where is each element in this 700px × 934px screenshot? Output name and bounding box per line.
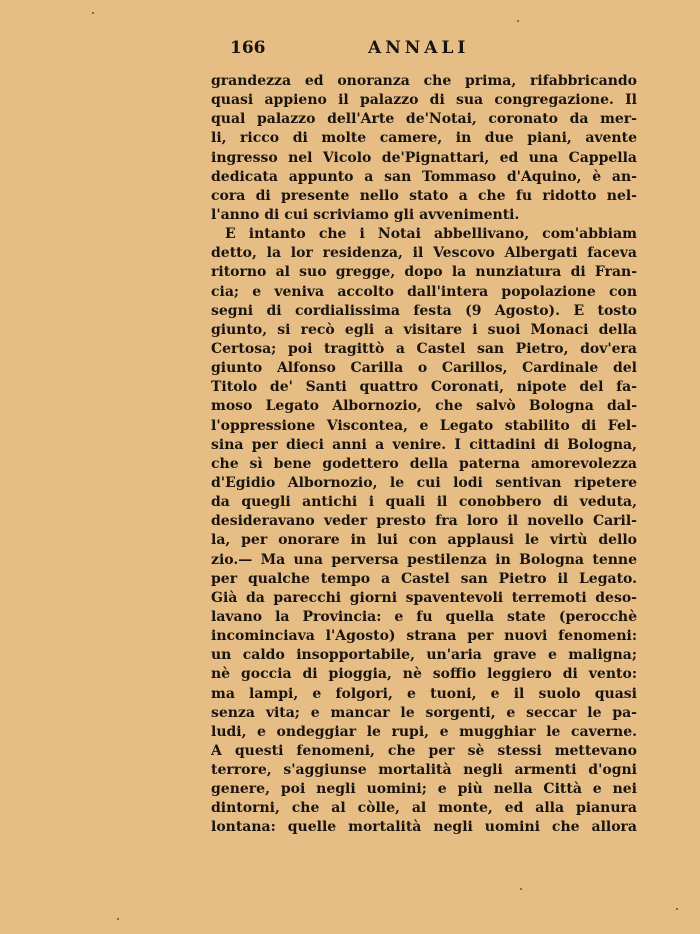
paper-speck <box>117 918 119 920</box>
text-line: l'oppressione Viscontea, e Legato stabilito di Fel- <box>211 417 637 434</box>
text-line: giunto, si recò egli a visitare i suoi Monaci della <box>211 321 637 338</box>
text-line: Già da parecchi giorni spaventevoli terremoti deso- <box>211 589 637 606</box>
text-line: nè goccia di pioggia, nè soffio leggiero di vento: <box>211 666 637 683</box>
paper-speck <box>520 888 522 890</box>
text-line: zio.— Ma una perversa pestilenza in Bologna tenne <box>211 551 637 568</box>
text-line: senza vita; e mancar le sorgenti, e seccar le pa- <box>211 704 637 721</box>
text-line: Certosa; poi tragittò a Castel san Pietro, dov'era <box>211 340 637 357</box>
text-line: ingresso nel Vicolo de'Pignattari, ed una Cappella <box>211 149 637 166</box>
text-line: lontana: quelle mortalità negli uomini che allora <box>211 819 637 836</box>
text-line: A questi fenomeni, che per sè stessi mettevano <box>211 742 637 759</box>
text-line: segni di cordialissima festa (9 Agosto). E tosto <box>211 302 637 319</box>
text-line: lavano la Provincia: e fu quella state (perocchè <box>211 608 637 625</box>
text-line: sina per dieci anni a venire. I cittadini di Bologna, <box>211 436 637 453</box>
text-line: da quegli antichi i quali il conobbero di veduta, <box>211 494 637 511</box>
page-number: 166 <box>230 38 266 58</box>
paragraph-start-line: E intanto che i Notai abbellivano, com'abbiam <box>225 226 637 243</box>
text-line: qual palazzo dell'Arte de'Notai, coronato da mer- <box>211 111 637 128</box>
text-line: grandezza ed onoranza che prima, rifabbricando <box>211 73 637 89</box>
text-line: detto, la lor residenza, il Vescovo Albergati faceva <box>211 245 637 262</box>
text-line: quasi appieno il palazzo di sua congregazione. Il <box>211 92 637 109</box>
text-line: ritorno al suo gregge, dopo la nunziatura di Fran- <box>211 264 637 281</box>
text-line: la, per onorare in lui con applausi le virtù dello <box>211 532 637 549</box>
text-line: dintorni, che al còlle, al monte, ed alla pianura <box>211 800 637 817</box>
text-line: dedicata appunto a san Tommaso d'Aquino, è an- <box>211 168 637 185</box>
text-line: un caldo insopportabile, un'aria grave e maligna; <box>211 647 637 664</box>
text-line: incominciava l'Agosto) strana per nuovi fenomeni: <box>211 628 637 645</box>
running-title: ANNALI <box>368 38 470 58</box>
text-line: Titolo de' Santi quattro Coronati, nipote del fa- <box>211 379 637 396</box>
text-line: terrore, s'aggiunse mortalità negli armenti d'ogni <box>211 762 637 779</box>
text-line: cia; e veniva accolto dall'intera popolazione con <box>211 283 637 300</box>
text-line: che sì bene godettero della paterna amorevolezza <box>211 455 637 472</box>
text-line: moso Legato Albornozio, che salvò Bologna dal- <box>211 398 637 415</box>
body-text <box>211 72 637 838</box>
text-line: cora di presente nello stato a che fu ridotto nel- <box>211 187 637 204</box>
text-line: ma lampi, e folgori, e tuoni, e il suolo quasi <box>211 685 637 702</box>
text-line: giunto Alfonso Carilla o Carillos, Cardinale del <box>211 360 637 377</box>
paper-speck <box>92 12 94 14</box>
text-line: l'anno di cui scriviamo gli avvenimenti. <box>211 206 520 223</box>
text-line: li, ricco di molte camere, in due piani, avente <box>211 130 637 147</box>
text-line: ludi, e ondeggiar le rupi, e mugghiar le caverne. <box>211 723 637 740</box>
text-line: genere, poi negli uomini; e più nella Città e nei <box>211 781 637 798</box>
paper-speck <box>676 908 678 910</box>
text-line: per qualche tempo a Castel san Pietro il Legato. <box>211 570 637 587</box>
page-header <box>212 38 636 60</box>
paper-speck <box>517 20 519 22</box>
text-line: desideravano veder presto fra loro il novello Caril- <box>211 513 637 530</box>
text-line: d'Egidio Albornozio, le cui lodi sentivan ripetere <box>211 474 637 491</box>
